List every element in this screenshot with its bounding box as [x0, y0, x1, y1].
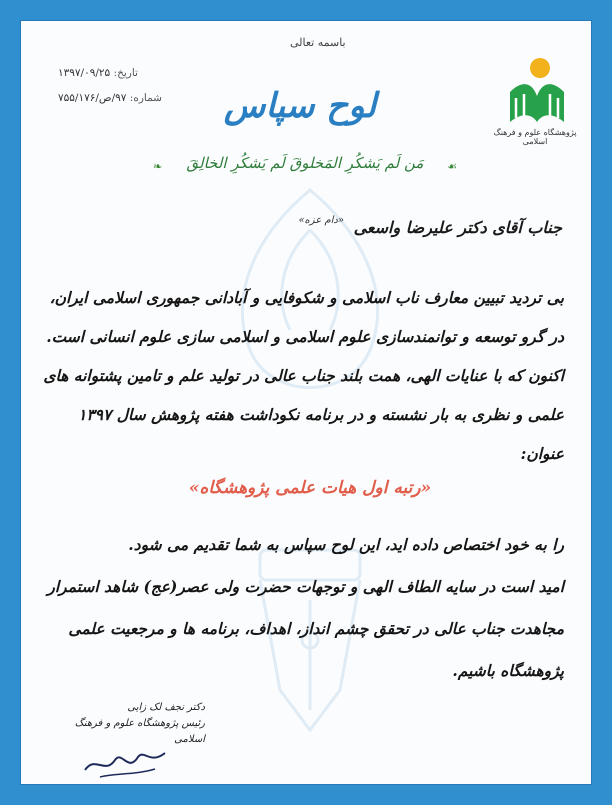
recipient-honorific: «دام عزه»	[298, 215, 344, 226]
body-paragraph: بی تردید تبیین معارف ناب اسلامی و شکوفایی و آبادانی جمهوری اسلامی ایران، در گرو توسعه و توانمندسازی علوم اسلامی و اسلامی سازی علوم انسانی است. اکنون که با عنایات الهی، همت بلند جناب عالی در تولید علم و تامین پشتوانه های علمی و نظری به بار نشسته و در برنامه نکوداشت هفته پژوهش سال ۱۳۹۷ عنوان:	[43, 288, 564, 463]
certificate-title: لوح سپاس	[223, 86, 377, 126]
ornament-right-icon: ☙	[447, 160, 457, 173]
bismillah-text: باسمه تعالی	[290, 36, 346, 49]
recipient-line	[42, 215, 562, 237]
signer-name: دکتر نجف لک زایی	[127, 702, 205, 713]
institute-name: پژوهشگاه علوم و فرهنگ اسلامی	[493, 128, 577, 146]
date-value: ۱۳۹۷/۰۹/۲۵	[58, 67, 111, 79]
number-value: ۹۷/ص/۷۵۵/۱۷۶	[58, 92, 127, 104]
date-line	[58, 67, 188, 79]
number-label: شماره:	[129, 92, 162, 104]
rank-award: «رتبه اول هیات علمی پژوهشگاه»	[188, 478, 432, 498]
closing-line-hope: امید است در سایه الطاف الهی و توجهات حضرت ولی عصر(عج) شاهد استمرار مجاهدت جناب عالی در تحقق چشم انداز، اهداف، برنامه ها و مرجعیت علمی پژوهشگاه باشیم.	[47, 577, 564, 680]
hadith-verse: مَن لَم یَشکُرِ المَخلوقَ لَم یَشکُرِ الخالِقَ	[186, 154, 424, 172]
closing-line-presented: را به خود اختصاص داده اید، این لوح سپاس به شما تقدیم می شود.	[128, 535, 564, 554]
ornament-left-icon: ❧	[153, 160, 163, 173]
signer-position: رئیس پژوهشگاه علوم و فرهنگ اسلامی	[74, 718, 205, 745]
date-label: تاریخ:	[113, 67, 138, 79]
handwritten-signature	[80, 735, 170, 785]
number-line	[58, 92, 188, 104]
verse-banner	[145, 152, 465, 178]
institute-logo-icon	[502, 52, 572, 130]
closing-paragraph	[39, 524, 564, 692]
recipient-name: جناب آقای دکتر علیرضا واسعی	[353, 218, 562, 237]
